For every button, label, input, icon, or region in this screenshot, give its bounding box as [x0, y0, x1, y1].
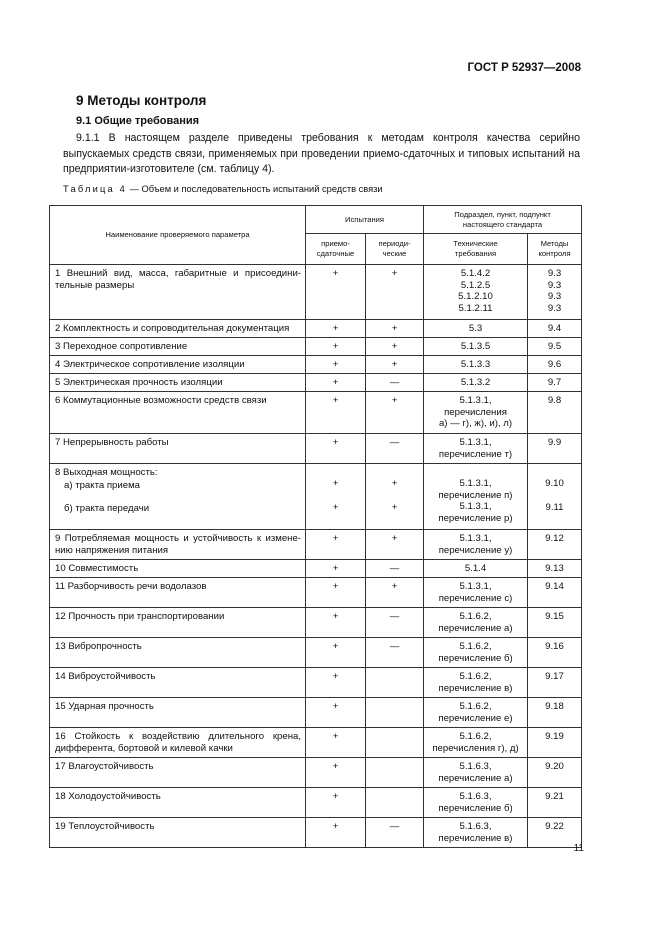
row-periodic: [366, 464, 424, 530]
row-tech: 5.1.3.5: [424, 338, 528, 356]
row-param: 15 Ударная прочность: [50, 698, 306, 728]
row-tech: 5.1.6.2, перечисления г), д): [424, 728, 528, 758]
subsection-title: 9.1 Общие требования: [76, 115, 200, 127]
tests-table: [49, 205, 582, 848]
header-methods: Методы контроля: [528, 234, 582, 265]
row-acceptance: +: [306, 818, 366, 848]
row-acceptance: +: [306, 788, 366, 818]
row-param: [50, 464, 306, 530]
row-param: 13 Вибропрочность: [50, 638, 306, 668]
table-body: [50, 265, 582, 848]
row-acceptance: +: [306, 265, 366, 320]
row-tech: 5.1.3.3: [424, 356, 528, 374]
row-acceptance: +: [306, 530, 366, 560]
row-tech: [424, 464, 528, 530]
table-row: [50, 464, 582, 530]
row-acceptance: +: [306, 374, 366, 392]
row-tech: 5.1.6.2, перечисление в): [424, 668, 528, 698]
row-subparam: б) тракта передачи: [64, 503, 150, 515]
page-number: 11: [573, 843, 584, 854]
cell-value: 9.10: [545, 478, 564, 489]
row-tech: 5.1.6.3, перечисление в): [424, 818, 528, 848]
row-param: 2 Комплектность и сопроводительная документация: [50, 320, 306, 338]
header-standard-ref: Подраздел, пункт, подпункт настоящего стандарта: [424, 206, 582, 234]
row-methods: 9.13: [528, 560, 582, 578]
table-row: [50, 698, 582, 728]
row-param: 10 Совместимость: [50, 560, 306, 578]
row-tech: 5.1.6.2, перечисление а): [424, 608, 528, 638]
table-row: [50, 320, 582, 338]
row-param: 18 Холодоустойчивость: [50, 788, 306, 818]
header-acceptance: приемо- сдаточные: [306, 234, 366, 265]
row-periodic: [366, 668, 424, 698]
table-row: [50, 578, 582, 608]
row-param: 1 Внешний вид, масса, габаритные и присоедини-тельные размеры: [50, 265, 306, 320]
table-caption-text: — Объем и последовательность испытаний средств связи: [127, 184, 383, 194]
row-tech: 5.1.6.2, перечисление б): [424, 638, 528, 668]
header-tech: Технические требования: [424, 234, 528, 265]
row-param: 5 Электрическая прочность изоляции: [50, 374, 306, 392]
row-tech: 5.1.3.1, перечисления а) — г), ж), и), л): [424, 392, 528, 434]
row-methods: 9.14: [528, 578, 582, 608]
row-periodic: [366, 788, 424, 818]
cell-value: +: [391, 478, 398, 489]
row-periodic: +: [366, 338, 424, 356]
table-caption: [63, 184, 383, 194]
row-periodic: —: [366, 818, 424, 848]
row-periodic: [366, 758, 424, 788]
row-periodic: —: [366, 638, 424, 668]
row-periodic: —: [366, 374, 424, 392]
cell-value: +: [391, 501, 398, 513]
row-acceptance: +: [306, 758, 366, 788]
table-row: [50, 434, 582, 464]
row-periodic: [366, 698, 424, 728]
intro-paragraph: 9.1.1 В настоящем разделе приведены требования к методам контроля качества серийно выпускаемых средств связи, применяемых при проведении приемо-сдаточных и типовых испытаний на предприятии-изготовителе (см. таблицу 4).: [63, 132, 580, 175]
table-row: [50, 608, 582, 638]
row-tech: 5.1.6.2, перечисление е): [424, 698, 528, 728]
table-row: [50, 818, 582, 848]
cell-value: 5.1.3.1, перечисление р): [438, 501, 513, 524]
row-tech: 5.1.3.1, перечисление у): [424, 530, 528, 560]
row-methods: 9.18: [528, 698, 582, 728]
row-periodic: —: [366, 608, 424, 638]
row-methods: 9.21: [528, 788, 582, 818]
row-tech: 5.1.3.1, перечисление с): [424, 578, 528, 608]
standard-number: ГОСТ Р 52937—2008: [467, 62, 581, 74]
row-methods: 9.22: [528, 818, 582, 848]
table-row: [50, 788, 582, 818]
row-methods: 9.12: [528, 530, 582, 560]
row-param: 6 Коммутационные возможности средств связи: [50, 392, 306, 434]
row-tech: 5.1.3.2: [424, 374, 528, 392]
row-acceptance: +: [306, 392, 366, 434]
row-methods: 9.6: [528, 356, 582, 374]
table-row: [50, 356, 582, 374]
table-caption-label: Таблица 4: [63, 184, 128, 194]
table-row: [50, 638, 582, 668]
table-row: [50, 265, 582, 320]
row-periodic: +: [366, 356, 424, 374]
row-periodic: [366, 728, 424, 758]
row-acceptance: +: [306, 560, 366, 578]
row-acceptance: +: [306, 338, 366, 356]
row-periodic: +: [366, 320, 424, 338]
row-param: 19 Теплоустойчивость: [50, 818, 306, 848]
row-methods: 9.15: [528, 608, 582, 638]
row-param: 3 Переходное сопротивление: [50, 338, 306, 356]
row-acceptance: +: [306, 638, 366, 668]
row-tech: 5.1.4: [424, 560, 528, 578]
row-tech: 5.1.4.2 5.1.2.5 5.1.2.10 5.1.2.11: [424, 265, 528, 320]
row-param: 17 Влагоустойчивость: [50, 758, 306, 788]
row-tech: 5.1.3.1, перечисление т): [424, 434, 528, 464]
row-periodic: +: [366, 392, 424, 434]
row-param: 12 Прочность при транспортировании: [50, 608, 306, 638]
row-param: 16 Стойкость к воздействию длительного крена, дифферента, бортовой и килевой качки: [50, 728, 306, 758]
row-methods: 9.9: [528, 434, 582, 464]
row-periodic: —: [366, 560, 424, 578]
row-methods: 9.4: [528, 320, 582, 338]
row-tech: 5.1.6.3, перечисление а): [424, 758, 528, 788]
row-acceptance: +: [306, 668, 366, 698]
row-methods: 9.17: [528, 668, 582, 698]
table-row: [50, 560, 582, 578]
table-row: [50, 374, 582, 392]
row-tech: 5.3: [424, 320, 528, 338]
row-param: 7 Непрерывность работы: [50, 434, 306, 464]
table-row: [50, 758, 582, 788]
table-row: [50, 530, 582, 560]
row-methods: 9.19: [528, 728, 582, 758]
row-methods: 9.5: [528, 338, 582, 356]
row-param-label: 8 Выходная мощность:: [55, 467, 158, 478]
row-acceptance: [306, 464, 366, 530]
row-periodic: +: [366, 530, 424, 560]
row-acceptance: +: [306, 356, 366, 374]
row-methods: 9.16: [528, 638, 582, 668]
row-acceptance: +: [306, 578, 366, 608]
cell-value: 5.1.3.1, перечисление п): [438, 478, 513, 501]
row-methods: 9.8: [528, 392, 582, 434]
row-param: 14 Виброустойчивость: [50, 668, 306, 698]
row-param: 9 Потребляемая мощность и устойчивость к измене-нию напряжения питания: [50, 530, 306, 560]
row-subparam: а) тракта приема: [64, 479, 141, 491]
table-row: [50, 338, 582, 356]
row-acceptance: +: [306, 434, 366, 464]
row-param: 11 Разборчивость речи водолазов: [50, 578, 306, 608]
table-row: [50, 728, 582, 758]
row-periodic: —: [366, 434, 424, 464]
cell-value: +: [332, 478, 339, 489]
row-periodic: +: [366, 265, 424, 320]
row-acceptance: +: [306, 698, 366, 728]
row-methods: 9.7: [528, 374, 582, 392]
row-acceptance: +: [306, 320, 366, 338]
cell-value: +: [332, 501, 339, 513]
row-param: 4 Электрическое сопротивление изоляции: [50, 356, 306, 374]
row-periodic: +: [366, 578, 424, 608]
row-tech: 5.1.6.3, перечисление б): [424, 788, 528, 818]
row-acceptance: +: [306, 608, 366, 638]
header-periodic: периоди- ческие: [366, 234, 424, 265]
row-methods: 9.20: [528, 758, 582, 788]
section-title: 9 Методы контроля: [76, 93, 207, 108]
row-acceptance: +: [306, 728, 366, 758]
header-param: Наименование проверяемого параметра: [50, 206, 306, 265]
header-tests: Испытания: [306, 206, 424, 234]
table-row: [50, 392, 582, 434]
row-methods: [528, 464, 582, 530]
row-methods: 9.3 9.3 9.3 9.3: [528, 265, 582, 320]
table-row: [50, 668, 582, 698]
cell-value: 9.11: [545, 501, 564, 513]
